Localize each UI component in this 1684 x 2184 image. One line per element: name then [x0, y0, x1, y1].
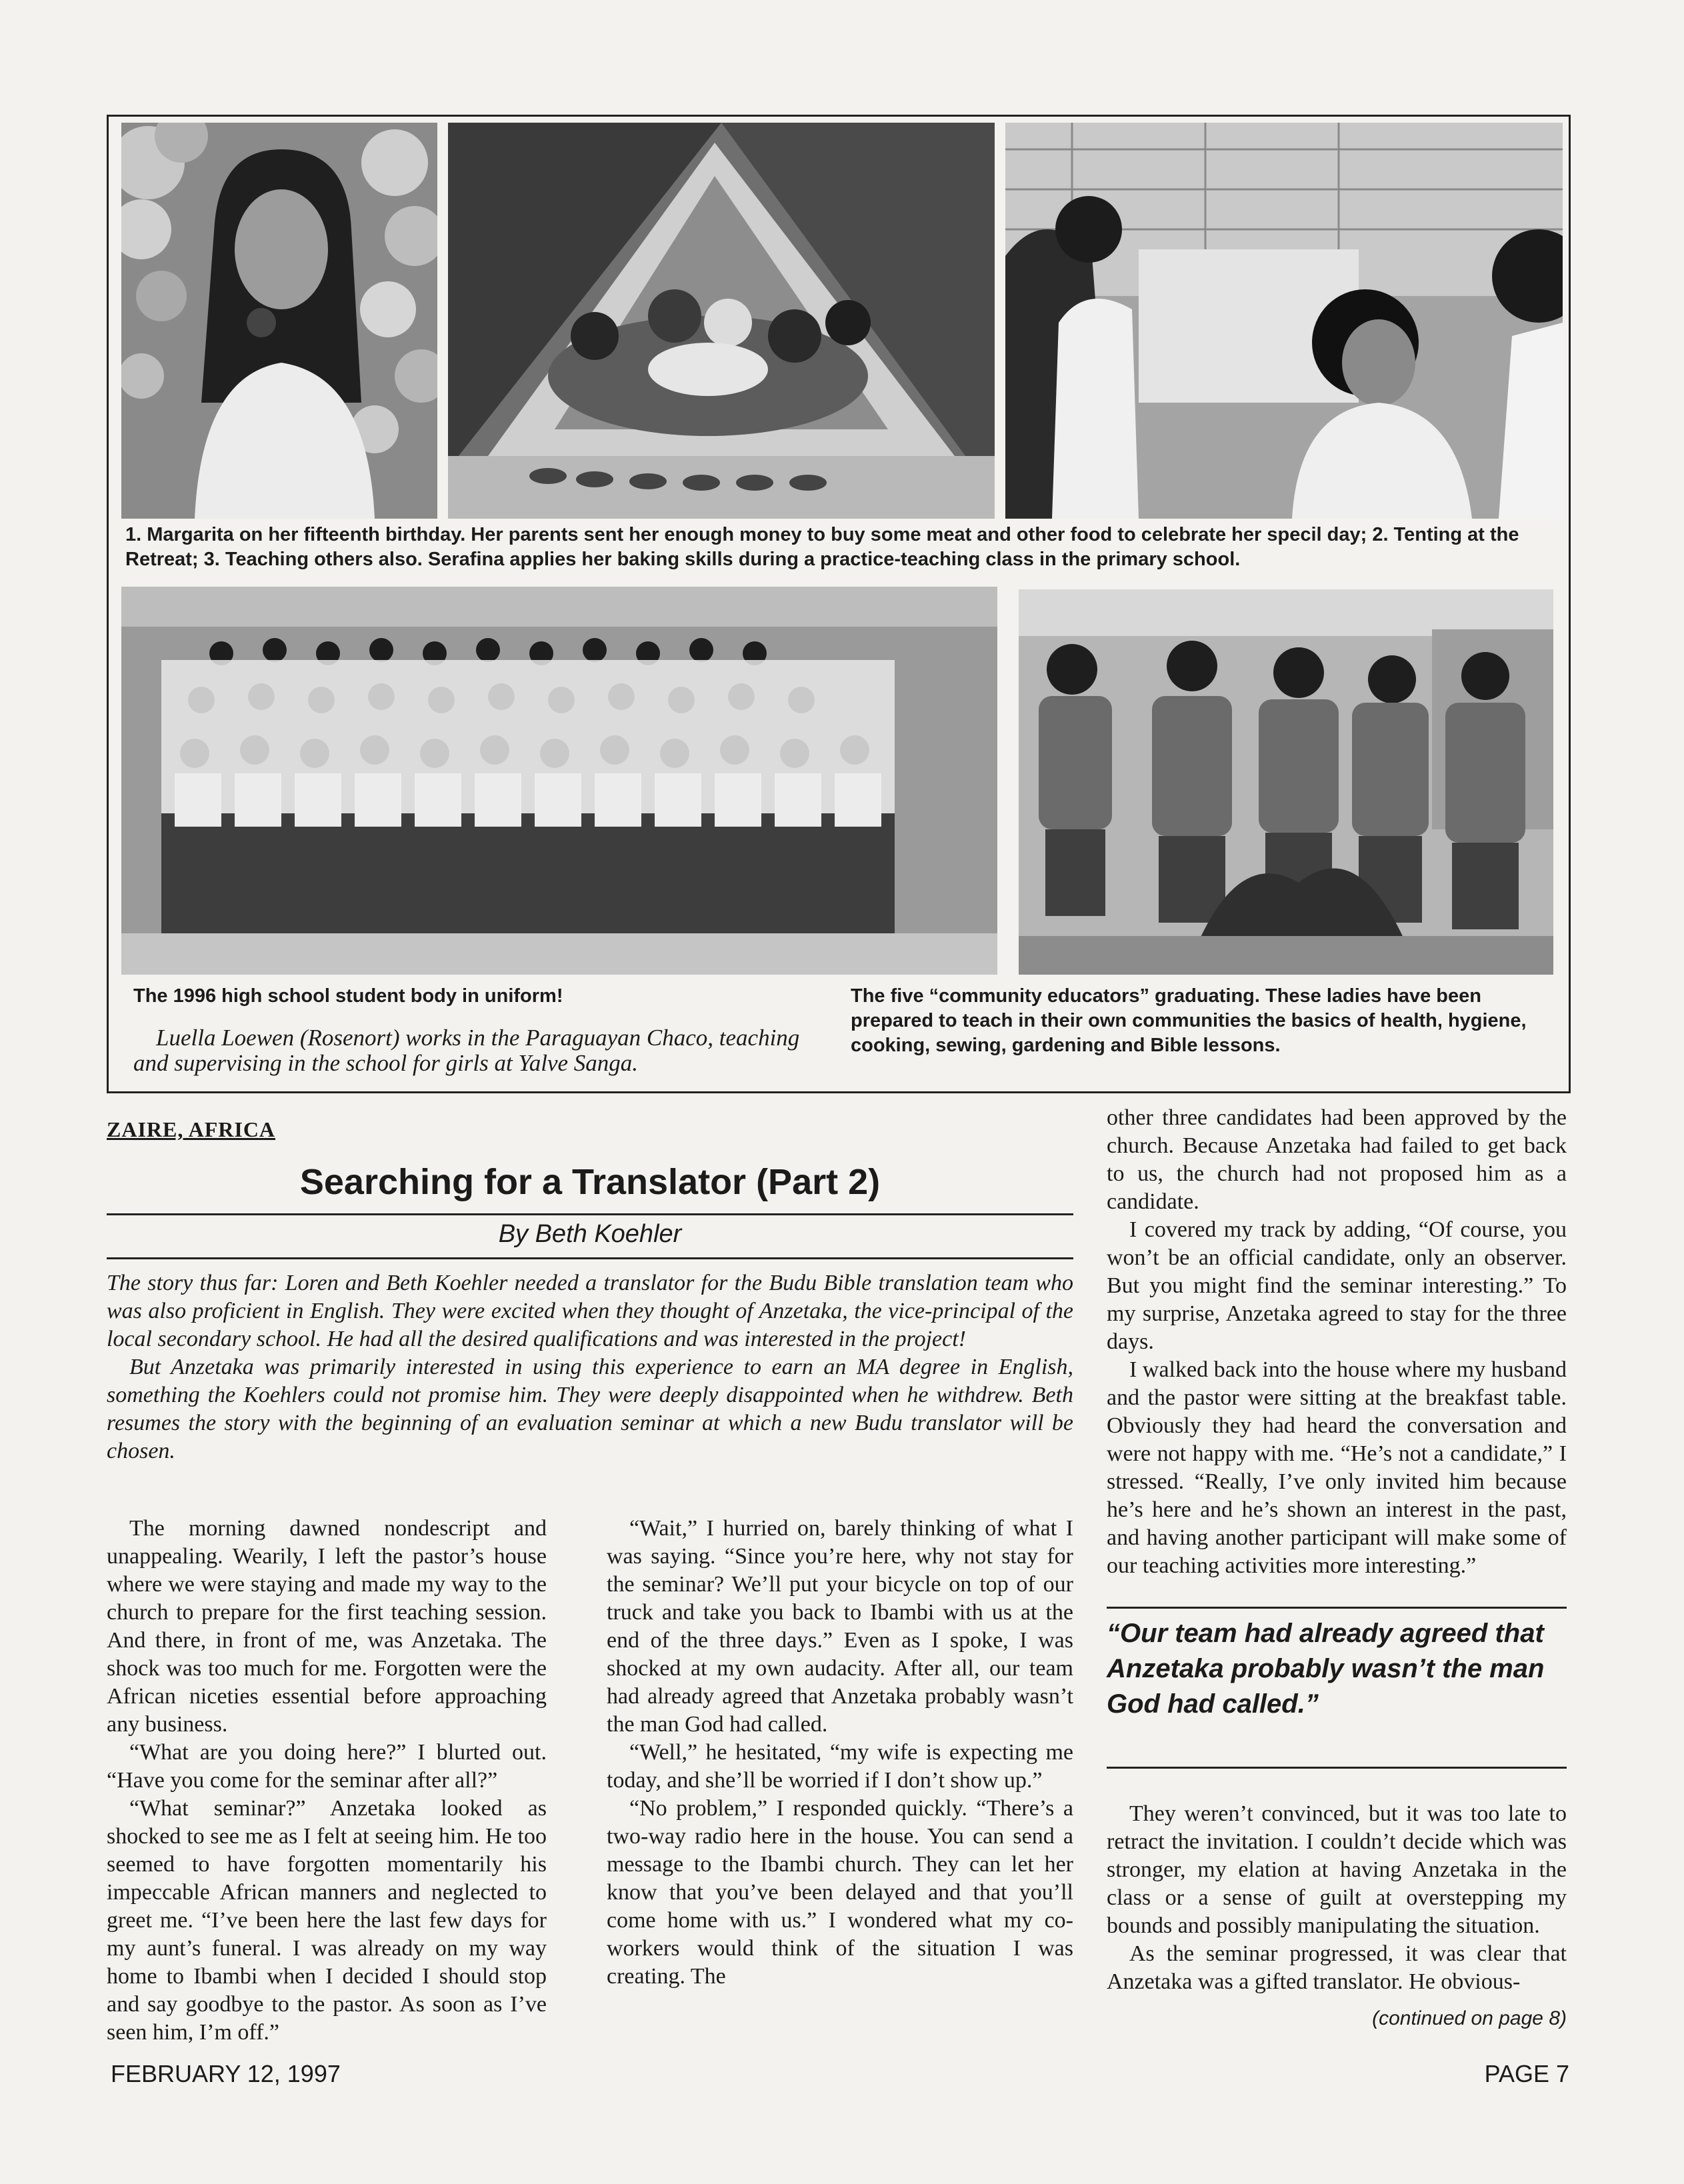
- continued-note: (continued on page 8): [1372, 2007, 1567, 2029]
- article-byline: By Beth Koehler: [498, 1220, 682, 1248]
- article-column-2: [607, 1515, 1073, 1991]
- intro-paragraph: The story thus far: Loren and Beth Koehler needed a translator for the Budu Bible translation team who was also proficient in English. They were excited when they thought of Anzetaka, the vice-principal of the local secondary school. He had all the desired qualifications and was interested in the project!: [107, 1271, 1073, 1351]
- photo-tenting-retreat: [448, 123, 995, 519]
- photo-margarita-birthday: [121, 123, 437, 519]
- pull-quote-rule-bottom: [1107, 1767, 1567, 1769]
- body-paragraph: They weren’t convinced, but it was too late to retract the invitation. I couldn’t decide which was stronger, my elation at having Anzetaka in the class or a sense of guilt at overstepping my bounds and possibly manipulating the situation.: [1107, 1801, 1567, 1938]
- body-paragraph: The morning dawned nondescript and unappealing. Wearily, I left the pastor’s house where we were staying and made my way to the church to prepare for the first teaching session. And there, in front of me, was Anzetaka. The shock was too much for me. Forgotten were the African niceties essential before approaching any business.: [107, 1516, 547, 1737]
- article-intro: [107, 1269, 1073, 1465]
- caption-top-photos: 1. Margarita on her fifteenth birthday. Her parents sent her enough money to buy some meat and other food to celebrate her specil day; 2. Tenting at the Retreat; 3. Teaching others also. Serafina applies her baking skills during a practice-teaching class in the primary school.: [125, 524, 1519, 570]
- photo-teaching-baking: [1005, 123, 1563, 519]
- byline-rule: [107, 1257, 1073, 1259]
- body-paragraph: “Well,” he hesitated, “my wife is expecting me today, and she’ll be worried if I don’t show up.”: [607, 1740, 1073, 1793]
- body-paragraph: As the seminar progressed, it was clear that Anzetaka was a gifted translator. He obvious-: [1107, 1941, 1567, 1994]
- caption-student-body: The 1996 high school student body in uniform!: [133, 985, 563, 1007]
- intro-paragraph: But Anzetaka was primarily interested in using this experience to earn an MA degree in English, something the Koehlers could not promise him. They were deeply disappointed when he withdrew. Beth resumes the story with the beginning of an evaluation seminar at which a new Budu translator will be chosen.: [107, 1355, 1073, 1463]
- article-column-1: [107, 1515, 547, 2047]
- title-rule: [107, 1213, 1073, 1215]
- caption-author-note: Luella Loewen (Rosenort) works in the Paraguayan Chaco, teaching and supervising in the school for girls at Yalve Sanga.: [133, 1025, 800, 1076]
- photo-community-educators: [1019, 589, 1553, 975]
- body-paragraph: I walked back into the house where my husband and the pastor were sitting at the breakfast table. Obviously they had heard the conversation and were not happy with me. “He’s not a candidate,” I stressed. “Really, I’ve only invited him because he’s here and he’s shown an interest in the past, and having another participant will make some of our teaching activities more interesting.”: [1107, 1357, 1567, 1578]
- article-column-3-top: [1107, 1104, 1567, 1580]
- body-paragraph: other three candidates had been approved by the church. Because Anzetaka had failed to get back to us, the church had not proposed him as a candidate.: [1107, 1105, 1567, 1214]
- body-paragraph: I covered my track by adding, “Of course, you won’t be an official candidate, only an observer. But you might find the seminar interesting.” To my surprise, Anzetaka agreed to stay for the three days.: [1107, 1217, 1567, 1354]
- section-tag: ZAIRE, AFRICA: [107, 1117, 276, 1141]
- footer-page-number: PAGE 7: [1484, 2060, 1569, 2087]
- body-paragraph: “Wait,” I hurried on, barely thinking of what I was saying. “Since you’re here, why not stay for the seminar? We’ll put your bicycle on top of our truck and take you back to Ibambi with us at the end of the three days.” Even as I spoke, I was shocked at my own audacity. After all, our team had already agreed that Anzetaka probably wasn’t the man God had called.: [607, 1516, 1073, 1737]
- body-paragraph: “What seminar?” Anzetaka looked as shocked to see me as I felt at seeing him. He too seemed to have forgotten momentarily his impeccable African manners and neglected to greet me. “I’ve been here the last few days for my aunt’s funeral. I was already on my way home to Ibambi when I decided I should stop and say goodbye to the pastor. As soon as I’ve seen him, I’m off.”: [107, 1796, 547, 2045]
- article-title: Searching for a Translator (Part 2): [299, 1162, 881, 1202]
- article-column-3-bottom: [1107, 1800, 1567, 1996]
- body-paragraph: “What are you doing here?” I blurted out. “Have you come for the seminar after all?”: [107, 1740, 547, 1793]
- pull-quote: “Our team had already agreed that Anzetaka probably wasn’t the man God had called.”: [1107, 1619, 1545, 1719]
- footer-date: FEBRUARY 12, 1997: [111, 2060, 341, 2087]
- caption-educators: The five “community educators” graduating. These ladies have been prepared to teach in their own communities the basics of health, hygiene, cooking, sewing, gardening and Bible lessons.: [851, 985, 1527, 1056]
- photo-student-body: [121, 587, 997, 975]
- body-paragraph: “No problem,” I responded quickly. “There’s a two-way radio here in the house. You can send a message to the Ibambi church. They can let her know that you’ve been delayed and that you’ll come home with us.” I wondered what my co-workers would think of the situation I was creating. The: [607, 1796, 1073, 1989]
- pull-quote-rule-top: [1107, 1607, 1567, 1609]
